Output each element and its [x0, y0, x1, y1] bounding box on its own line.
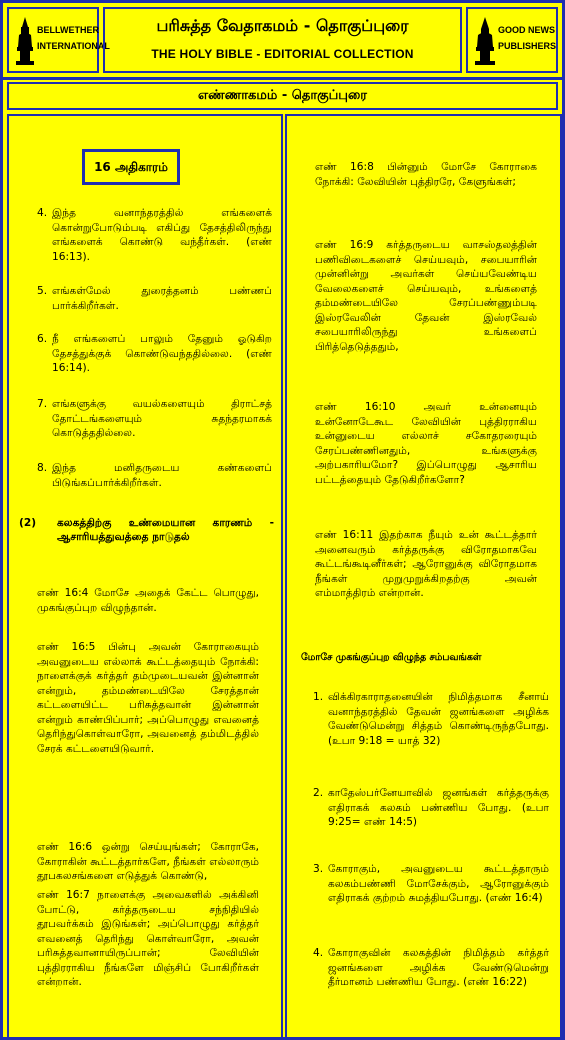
item-text: இந்த மனிதருடைய கண்களைப் பிடுங்கப்பார்க்கிறீர்கள். [52, 462, 272, 489]
verse-paragraph: எண் 16:6 ஒன்று செய்யுங்கள்; கோராகே, கோராகின் கூட்டத்தார்களே, நீங்கள் எல்லாரும் தூபகலசங்களை எடுத்துக் கொண்டு, [37, 841, 259, 882]
section-heading: மோசே முகங்குப்புற விழுந்த சம்பவங்கள் [301, 652, 482, 663]
verse-paragraph: எண் 16:7 நாளைக்கு அவைகளில் அக்கினி போட்டு, கர்த்தருடைய சந்நிதியில் தூபவர்க்கம் இடுங்கள்; அப்பொழுது கர்த்தர் எவனைத் தெரிந்து கொள்வாரோ, அவன் பரிசுத்தவானாயிருப்பான்; லேவியின் புத்திரராகிய நீங்களே மிஞ்சிப் போகிறீர்கள் என்றான். [37, 889, 259, 988]
section-number: (2) [19, 517, 37, 529]
list-item [313, 946, 549, 990]
item-number: 7. [37, 398, 48, 410]
list-item [37, 206, 272, 264]
logo-left-line1: BELLWETHER [37, 25, 99, 35]
left-column [7, 114, 283, 1037]
item-text: இந்த வனாந்தரத்தில் எங்களைக் கொன்றுபோடும்படி எகிப்து தேசத்திலிருந்து எங்களைக் கொண்டு வந்தீர்கள். (எண் 16:13). [52, 207, 272, 263]
list-item [313, 786, 549, 830]
item-number: 3. [313, 863, 324, 875]
tower-icon [474, 17, 496, 65]
title-english: THE HOLY BIBLE - EDITORIAL COLLECTION [151, 47, 414, 61]
list-item [37, 284, 272, 313]
item-number: 6. [37, 333, 48, 345]
list-item [313, 690, 549, 748]
item-text: நீ எங்களைப் பாலும் தேனும் ஓடுகிற தேசத்துக்குக் கொண்டுவந்ததில்லை. (எண் 16:14). [52, 333, 272, 374]
title-box [103, 7, 462, 73]
item-text: எங்களுக்கு வயல்களையும் திராட்சத் தோட்டங்களையும் சுதந்தரமாகக் கொடுத்ததில்லை. [52, 398, 272, 439]
logo-right-line1: GOOD NEWS [498, 25, 556, 35]
item-text: கோராகும், அவனுடைய கூட்டத்தாரும் கலகம்பண்ணி மோசேக்கும், ஆரோனுக்கும் எதிராகக் குற்றம் சுமத்தியபோது. (எண் 16:4) [328, 863, 549, 904]
list-item [313, 862, 549, 906]
verse-paragraph: எண் 16:4 மோசே அதைக் கேட்ட பொழுது, முகங்குப்புற விழுந்தான். [37, 587, 259, 614]
item-number: 5. [37, 285, 48, 297]
item-number: 2. [313, 787, 324, 799]
logo-bellwether [7, 7, 110, 73]
section-title: கலகத்திற்கு உண்மையான காரணம் - ஆசாரியத்துவத்தை நாடுதல் [57, 517, 274, 543]
title-tamil: பரிசுத்த வேதாகமம் - தொகுப்புரை [156, 16, 409, 35]
list-item [37, 332, 272, 376]
item-number: 1. [313, 691, 324, 703]
logo-left-line2: INTERNATIONAL [37, 41, 110, 51]
item-number: 4. [37, 207, 48, 219]
header [3, 3, 562, 80]
bell-tower-icon [15, 17, 35, 65]
item-number: 8. [37, 462, 48, 474]
item-number: 4. [313, 947, 324, 959]
list-item [37, 397, 272, 441]
item-text: காதேஸ்பர்னேயாவில் ஜனங்கள் கர்த்தருக்கு எதிராகக் கலகம் பண்ணிய போது. (உபா 9:25= எண் 14:5) [328, 787, 549, 828]
verse-paragraph: எண் 16:5 பின்பு அவன் கோராகையும் அவனுடைய எல்லாக் கூட்டத்தையும் நோக்கி: நாளைக்குக் கர்த்தர் தம்முடையவன் இன்னான் என்றும், தம்மண்டையிலே சேரத்தான் கட்டளையிட்ட பரிசுத்தவான் இன்னான் என்றும் காண்பிப்பார்; அப்பொழுது எவனைத் தெரிந்துகொள்வாரோ, அவனைத் தம்மிடத்தில் சேரக் கட்டளையிடுவார். [37, 641, 259, 755]
item-text: எங்கள்மேல் துரைத்தனம் பண்ணப் பார்க்கிறீர்கள். [52, 285, 272, 312]
verse-paragraph: எண் 16:8 பின்னும் மோசே கோராகை நோக்கி: லேவியின் புத்திரரே, கேளுங்கள்; [315, 161, 537, 188]
right-column [285, 114, 562, 1037]
section-heading [19, 516, 274, 544]
item-text: கோராகுவின் கலகத்தின் நிமித்தம் கர்த்தர் ஜனங்களை அழிக்க வேண்டுமென்று தீர்மானம் பண்ணிய போது. (எண் 16:22) [328, 947, 549, 988]
verse-paragraph: எண் 16:10 அவர் உன்னையும் உன்னோடேகூட லேவியின் புத்திரராகிய உன்னுடைய எல்லாச் சகோதரரையும் சேரப்பண்ணினதும், உங்களுக்கு அற்பகாரியமோ? இப்பொழுது ஆசாரிய பட்டத்தையும் தேடுகிறீர்களோ? [315, 401, 537, 486]
item-text: விக்கிரகாராதனையின் நிமித்தமாக சீனாய் வனாந்தரத்தில் தேவன் ஜனங்களை அழிக்க வேண்டுமென்று சித்தம் கொண்டிருந்தபோது. (உபா 9:18 = யாத் 32) [328, 691, 549, 747]
verse-paragraph: எண் 16:9 கர்த்தருடைய வாசஸ்தலத்தின் பணிவிடைகளைச் செய்யவும், சபையாரின் முன்னின்று அவர்கள் செய்யவேண்டிய வேலைகளைச் செய்யவும், உங்களைத் தம்மண்டையிலே சேரப்பண்ணும்படி இஸ்ரவேலின் தேவன் இஸ்ரவேல் சபையாரிலிருந்து உங்களைப் பிரித்தெடுத்ததும், [315, 239, 537, 353]
verse-paragraph: எண் 16:11 இதற்காக நீயும் உன் கூட்டத்தார் அனைவரும் கர்த்தருக்கு விரோதமாகவே கூட்டங்கூடினீர்கள்; ஆரோனுக்கு விரோதமாக நீங்கள் முறுமுறுக்கிறதற்கு அவன் எம்மாத்திரம் என்றான். [315, 529, 537, 599]
list-item [37, 461, 272, 490]
logo-goodnews [466, 7, 558, 73]
logo-right-line2: PUBLISHERS [498, 41, 557, 51]
chapter-box: 16 அதிகாரம் [82, 149, 180, 185]
book-title-bar: எண்ணாகமம் - தொகுப்புரை [7, 82, 558, 110]
